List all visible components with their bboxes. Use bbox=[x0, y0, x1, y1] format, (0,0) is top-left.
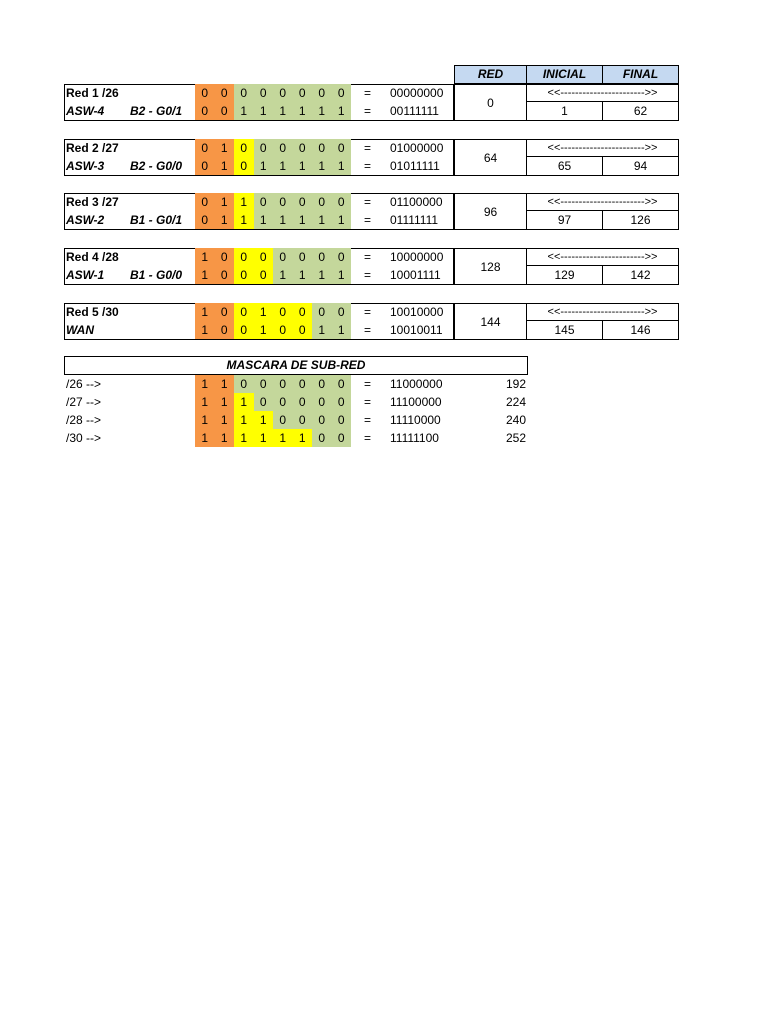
equals-sign: = bbox=[364, 104, 372, 118]
header-final: FINAL bbox=[603, 65, 679, 84]
bit-cell: 1 bbox=[273, 429, 293, 447]
bit-cell: 0 bbox=[254, 84, 274, 102]
bit-cell: 1 bbox=[234, 429, 254, 447]
network-row bbox=[64, 193, 454, 211]
mask-row bbox=[64, 411, 528, 429]
mask-binary: 11110000 bbox=[390, 413, 441, 427]
bit-cell: 0 bbox=[254, 248, 274, 266]
mask-binary: 11000000 bbox=[390, 377, 443, 391]
equals-sign: = bbox=[364, 159, 372, 173]
bit-cell: 0 bbox=[312, 193, 332, 211]
bit-cell: 0 bbox=[215, 102, 235, 120]
bit-cell: 1 bbox=[254, 411, 274, 429]
bit-cell: 0 bbox=[195, 193, 215, 211]
mask-prefix: /26 --> bbox=[66, 377, 102, 391]
bit-cell: 0 bbox=[215, 321, 235, 339]
network-bits bbox=[195, 248, 351, 266]
broadcast-binary: 10001111 bbox=[390, 268, 441, 282]
bit-cell: 0 bbox=[332, 193, 352, 211]
network-binary: 10010000 bbox=[390, 305, 444, 319]
last-host-cell: 142 bbox=[603, 266, 679, 285]
bit-cell: 0 bbox=[332, 429, 352, 447]
range-arrow: <<----------------------->> bbox=[527, 193, 679, 211]
broadcast-row bbox=[64, 266, 454, 284]
bit-cell: 1 bbox=[215, 393, 235, 411]
equals-sign: = bbox=[364, 305, 372, 319]
bit-cell: 0 bbox=[215, 303, 235, 321]
bit-cell: 1 bbox=[293, 429, 313, 447]
bit-cell: 0 bbox=[312, 429, 332, 447]
bit-cell: 1 bbox=[312, 157, 332, 175]
bit-cell: 0 bbox=[273, 375, 293, 393]
last-host-cell: 62 bbox=[603, 102, 679, 121]
mask-decimal: 240 bbox=[505, 413, 526, 427]
mask-decimal: 252 bbox=[505, 431, 526, 445]
bit-cell: 1 bbox=[215, 157, 235, 175]
bit-cell: 0 bbox=[312, 393, 332, 411]
network-bits bbox=[195, 139, 351, 157]
network-address-cell: 144 bbox=[454, 303, 527, 340]
bit-cell: 0 bbox=[332, 303, 352, 321]
bit-cell: 0 bbox=[293, 248, 313, 266]
bit-cell: 0 bbox=[254, 266, 274, 284]
mask-bits bbox=[195, 429, 351, 447]
mask-bits bbox=[195, 375, 351, 393]
mask-row bbox=[64, 429, 528, 447]
bit-cell: 0 bbox=[195, 157, 215, 175]
bit-cell: 0 bbox=[215, 84, 235, 102]
bit-cell: 1 bbox=[254, 303, 274, 321]
bit-cell: 0 bbox=[293, 393, 313, 411]
bit-cell: 1 bbox=[215, 375, 235, 393]
broadcast-binary: 10010011 bbox=[390, 323, 443, 337]
bit-cell: 1 bbox=[215, 429, 235, 447]
equals-sign: = bbox=[364, 250, 372, 264]
mask-decimal: 192 bbox=[505, 377, 526, 391]
mask-binary: 11111100 bbox=[390, 431, 439, 445]
bit-cell: 1 bbox=[195, 375, 215, 393]
network-binary: 10000000 bbox=[390, 250, 444, 264]
bit-cell: 0 bbox=[293, 411, 313, 429]
equals-sign: = bbox=[364, 213, 372, 227]
bit-cell: 0 bbox=[332, 411, 352, 429]
network-binary: 00000000 bbox=[390, 86, 444, 100]
bit-cell: 1 bbox=[195, 248, 215, 266]
device-port: B2 - G0/0 bbox=[130, 159, 183, 173]
bit-cell: 1 bbox=[254, 157, 274, 175]
bit-cell: 0 bbox=[273, 248, 293, 266]
first-host-cell: 1 bbox=[527, 102, 603, 121]
network-row bbox=[64, 248, 454, 266]
bit-cell: 0 bbox=[254, 139, 274, 157]
bit-cell: 0 bbox=[195, 102, 215, 120]
device-name: ASW-3 bbox=[66, 159, 105, 173]
bit-cell: 1 bbox=[293, 211, 313, 229]
bit-cell: 1 bbox=[195, 393, 215, 411]
bit-cell: 1 bbox=[312, 321, 332, 339]
network-block bbox=[64, 303, 679, 340]
bit-cell: 0 bbox=[312, 411, 332, 429]
bit-cell: 0 bbox=[293, 193, 313, 211]
equals-sign: = bbox=[364, 395, 372, 409]
bit-cell: 0 bbox=[195, 211, 215, 229]
bit-cell: 1 bbox=[273, 102, 293, 120]
bit-cell: 0 bbox=[215, 266, 235, 284]
bit-cell: 0 bbox=[312, 375, 332, 393]
device-name: ASW-4 bbox=[66, 104, 105, 118]
bit-cell: 1 bbox=[312, 266, 332, 284]
bit-cell: 1 bbox=[332, 102, 352, 120]
bit-cell: 0 bbox=[293, 303, 313, 321]
network-bits bbox=[195, 84, 351, 102]
network-row bbox=[64, 84, 454, 102]
bit-cell: 0 bbox=[234, 248, 254, 266]
equals-sign: = bbox=[364, 141, 372, 155]
bit-cell: 0 bbox=[332, 84, 352, 102]
last-host-cell: 94 bbox=[603, 157, 679, 176]
network-binary: 01100000 bbox=[390, 195, 443, 209]
last-host-cell: 126 bbox=[603, 211, 679, 230]
broadcast-bits bbox=[195, 266, 351, 284]
bit-cell: 1 bbox=[215, 193, 235, 211]
bit-cell: 0 bbox=[273, 321, 293, 339]
network-name: Red 4 /28 bbox=[66, 250, 119, 264]
bit-cell: 0 bbox=[273, 139, 293, 157]
bit-cell: 1 bbox=[332, 211, 352, 229]
bit-cell: 0 bbox=[312, 139, 332, 157]
range-arrow: <<----------------------->> bbox=[527, 84, 679, 102]
broadcast-bits bbox=[195, 321, 351, 339]
bit-cell: 0 bbox=[234, 84, 254, 102]
bit-cell: 0 bbox=[234, 321, 254, 339]
bit-cell: 1 bbox=[312, 211, 332, 229]
network-block bbox=[64, 193, 679, 230]
network-bits bbox=[195, 303, 351, 321]
bit-cell: 0 bbox=[254, 193, 274, 211]
bit-cell: 1 bbox=[332, 157, 352, 175]
bit-cell: 0 bbox=[332, 393, 352, 411]
mask-bits bbox=[195, 411, 351, 429]
bit-cell: 0 bbox=[234, 157, 254, 175]
bit-cell: 0 bbox=[195, 139, 215, 157]
bit-cell: 0 bbox=[293, 139, 313, 157]
network-block bbox=[64, 84, 679, 121]
bit-cell: 1 bbox=[273, 211, 293, 229]
broadcast-row bbox=[64, 321, 454, 339]
bit-cell: 0 bbox=[332, 139, 352, 157]
network-name: Red 1 /26 bbox=[66, 86, 119, 100]
mask-title: MASCARA DE SUB-RED bbox=[64, 356, 528, 375]
bit-cell: 1 bbox=[273, 266, 293, 284]
network-row bbox=[64, 303, 454, 321]
broadcast-binary: 01011111 bbox=[390, 159, 440, 173]
network-block bbox=[64, 139, 679, 176]
bit-cell: 0 bbox=[234, 139, 254, 157]
broadcast-row bbox=[64, 157, 454, 175]
bit-cell: 0 bbox=[234, 303, 254, 321]
bit-cell: 1 bbox=[312, 102, 332, 120]
bit-cell: 0 bbox=[195, 84, 215, 102]
device-name: ASW-1 bbox=[66, 268, 105, 282]
bit-cell: 1 bbox=[215, 411, 235, 429]
equals-sign: = bbox=[364, 413, 372, 427]
bit-cell: 0 bbox=[254, 393, 274, 411]
network-address-cell: 96 bbox=[454, 193, 527, 230]
network-block bbox=[64, 248, 679, 285]
bit-cell: 0 bbox=[215, 248, 235, 266]
bit-cell: 0 bbox=[254, 375, 274, 393]
bit-cell: 1 bbox=[195, 266, 215, 284]
first-host-cell: 145 bbox=[527, 321, 603, 340]
bit-cell: 1 bbox=[195, 321, 215, 339]
first-host-cell: 65 bbox=[527, 157, 603, 176]
header-inicial: INICIAL bbox=[527, 65, 603, 84]
bit-cell: 1 bbox=[254, 429, 274, 447]
equals-sign: = bbox=[364, 86, 372, 100]
bit-cell: 0 bbox=[273, 393, 293, 411]
network-bits bbox=[195, 193, 351, 211]
bit-cell: 0 bbox=[293, 375, 313, 393]
equals-sign: = bbox=[364, 268, 372, 282]
bit-cell: 1 bbox=[234, 411, 254, 429]
bit-cell: 1 bbox=[293, 157, 313, 175]
bit-cell: 1 bbox=[332, 321, 352, 339]
mask-prefix: /27 --> bbox=[66, 395, 102, 409]
bit-cell: 1 bbox=[254, 102, 274, 120]
network-row bbox=[64, 139, 454, 157]
network-address-cell: 0 bbox=[454, 84, 527, 121]
mask-prefix: /28 --> bbox=[66, 413, 102, 427]
bit-cell: 0 bbox=[312, 303, 332, 321]
device-name: ASW-2 bbox=[66, 213, 105, 227]
bit-cell: 1 bbox=[195, 429, 215, 447]
bit-cell: 0 bbox=[234, 375, 254, 393]
bit-cell: 0 bbox=[273, 411, 293, 429]
bit-cell: 0 bbox=[234, 266, 254, 284]
bit-cell: 1 bbox=[215, 139, 235, 157]
network-address-cell: 64 bbox=[454, 139, 527, 176]
header-red: RED bbox=[454, 65, 527, 84]
bit-cell: 1 bbox=[293, 266, 313, 284]
range-arrow: <<----------------------->> bbox=[527, 248, 679, 266]
network-name: Red 2 /27 bbox=[66, 141, 119, 155]
bit-cell: 1 bbox=[215, 211, 235, 229]
mask-row bbox=[64, 393, 528, 411]
bit-cell: 1 bbox=[234, 211, 254, 229]
broadcast-bits bbox=[195, 211, 351, 229]
bit-cell: 0 bbox=[332, 248, 352, 266]
bit-cell: 0 bbox=[273, 303, 293, 321]
bit-cell: 0 bbox=[312, 248, 332, 266]
bit-cell: 0 bbox=[293, 321, 313, 339]
bit-cell: 0 bbox=[293, 84, 313, 102]
broadcast-row bbox=[64, 211, 454, 229]
range-arrow: <<----------------------->> bbox=[527, 139, 679, 157]
bit-cell: 0 bbox=[312, 84, 332, 102]
device-port: B1 - G0/0 bbox=[130, 268, 183, 282]
mask-decimal: 224 bbox=[505, 395, 526, 409]
broadcast-bits bbox=[195, 102, 351, 120]
bit-cell: 1 bbox=[293, 102, 313, 120]
bit-cell: 1 bbox=[234, 193, 254, 211]
equals-sign: = bbox=[364, 195, 372, 209]
network-binary: 01000000 bbox=[390, 141, 444, 155]
mask-prefix: /30 --> bbox=[66, 431, 102, 445]
device-port: B2 - G0/1 bbox=[130, 104, 183, 118]
device-port: B1 - G0/1 bbox=[130, 213, 183, 227]
equals-sign: = bbox=[364, 431, 372, 445]
bit-cell: 0 bbox=[332, 375, 352, 393]
bit-cell: 1 bbox=[234, 393, 254, 411]
bit-cell: 1 bbox=[234, 102, 254, 120]
network-name: Red 3 /27 bbox=[66, 195, 119, 209]
mask-row bbox=[64, 375, 528, 393]
broadcast-bits bbox=[195, 157, 351, 175]
equals-sign: = bbox=[364, 323, 372, 337]
bit-cell: 1 bbox=[195, 303, 215, 321]
first-host-cell: 129 bbox=[527, 266, 603, 285]
broadcast-binary: 00111111 bbox=[390, 104, 439, 118]
bit-cell: 1 bbox=[254, 211, 274, 229]
equals-sign: = bbox=[364, 377, 372, 391]
device-name: WAN bbox=[66, 323, 94, 337]
last-host-cell: 146 bbox=[603, 321, 679, 340]
bit-cell: 1 bbox=[273, 157, 293, 175]
bit-cell: 1 bbox=[195, 411, 215, 429]
mask-binary: 11100000 bbox=[390, 395, 442, 409]
bit-cell: 1 bbox=[332, 266, 352, 284]
mask-bits bbox=[195, 393, 351, 411]
network-address-cell: 128 bbox=[454, 248, 527, 285]
bit-cell: 0 bbox=[273, 193, 293, 211]
range-arrow: <<----------------------->> bbox=[527, 303, 679, 321]
broadcast-binary: 01111111 bbox=[390, 213, 439, 227]
network-name: Red 5 /30 bbox=[66, 305, 119, 319]
bit-cell: 1 bbox=[254, 321, 274, 339]
broadcast-row bbox=[64, 102, 454, 120]
bit-cell: 0 bbox=[273, 84, 293, 102]
first-host-cell: 97 bbox=[527, 211, 603, 230]
